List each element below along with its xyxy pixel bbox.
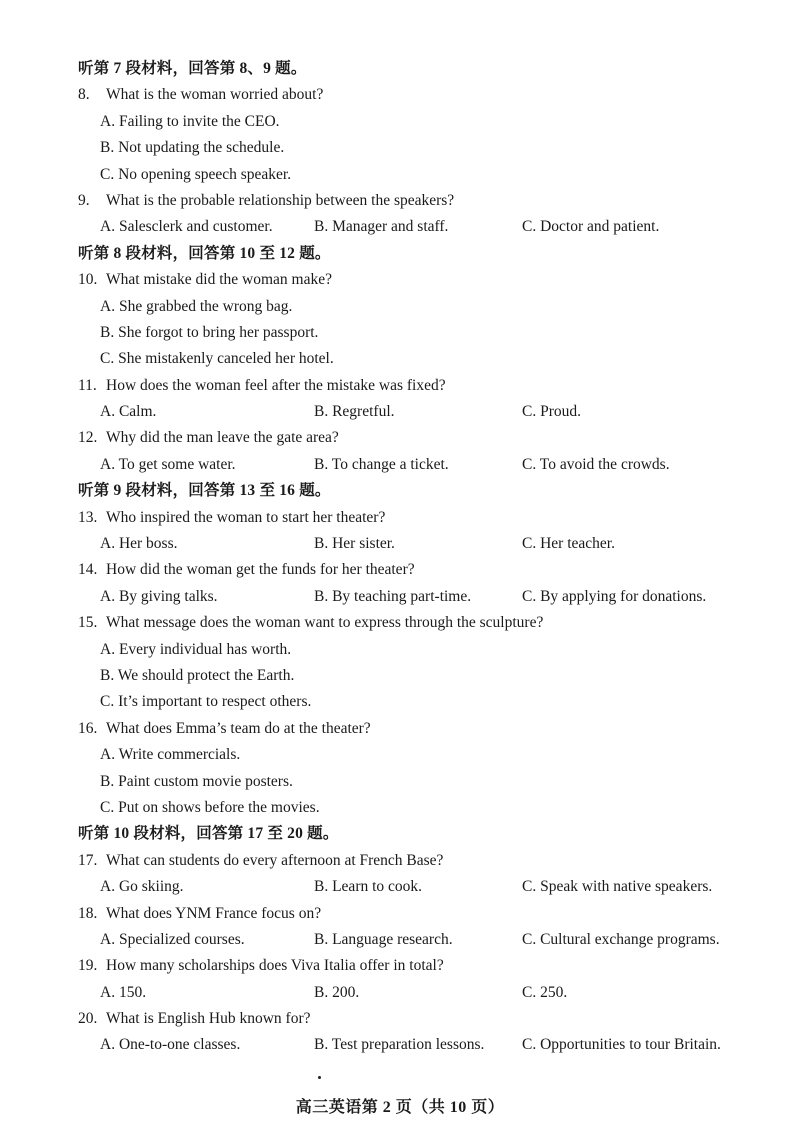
question-stem: [78, 848, 758, 874]
answer-option: C. No opening speech speaker.: [100, 165, 292, 183]
question-number: 19.: [78, 957, 98, 975]
section-heading: 听第 8 段材料，回答第 10 至 12 题。: [78, 244, 331, 262]
question-text: What can students do every afternoon at French Base?: [106, 851, 444, 869]
question-text: Why did the man leave the gate area?: [106, 429, 339, 447]
answer-option: A. Failing to invite the CEO.: [100, 112, 280, 130]
answer-option: A. To get some water.: [100, 455, 236, 473]
answer-option: C. Proud.: [522, 403, 581, 421]
answer-option: A. 150.: [100, 983, 147, 1001]
section-heading: 听第 7 段材料，回答第 8、9 题。: [78, 60, 307, 77]
answer-option: B. 200.: [314, 983, 360, 1001]
question-number: 12.: [78, 429, 98, 447]
answer-option: B. To change a ticket.: [314, 455, 449, 473]
answer-option: A. Every individual has worth.: [100, 640, 292, 658]
question-stem: [78, 716, 758, 742]
answer-option: B. We should protect the Earth.: [100, 666, 295, 684]
answer-option: A. Her boss.: [100, 535, 178, 553]
question-number: 10.: [78, 271, 98, 289]
question-number: 14.: [78, 561, 98, 579]
question-stem: [78, 267, 758, 293]
answer-option: B. Learn to cook.: [314, 878, 423, 896]
question-number: 15.: [78, 614, 98, 632]
answer-option: A. By giving talks.: [100, 587, 218, 605]
answer-option: A. Salesclerk and customer.: [100, 218, 273, 236]
answer-option: B. She forgot to bring her passport.: [100, 323, 319, 341]
answer-option: B. By teaching part-time.: [314, 587, 472, 605]
answer-option: B. Her sister.: [314, 535, 395, 553]
question-text: What is the probable relationship between the speakers?: [106, 191, 455, 209]
question-stem: [78, 557, 758, 583]
answer-option: B. Test preparation lessons.: [314, 1036, 485, 1054]
question-stem: [78, 373, 758, 399]
answer-option: A. She grabbed the wrong bag.: [100, 297, 293, 315]
question-number: 13.: [78, 508, 98, 526]
answer-option: B. Not updating the schedule.: [100, 139, 285, 157]
question-text: What message does the woman want to express through the sculpture?: [106, 614, 544, 632]
answer-option: B. Language research.: [314, 930, 453, 948]
question-stem: [78, 425, 758, 451]
answer-option: C. 250.: [522, 983, 568, 1001]
question-text: What mistake did the woman make?: [106, 271, 332, 289]
option-row: [78, 1032, 758, 1058]
answer-option: C. Cultural exchange programs.: [522, 930, 720, 948]
answer-option: C. Her teacher.: [522, 535, 615, 553]
question-list: [78, 56, 758, 1059]
question-stem: [78, 82, 758, 108]
question-text: Who inspired the woman to start her theater?: [106, 508, 386, 526]
option-row: [78, 214, 758, 240]
answer-option: A. Write commercials.: [100, 746, 241, 764]
question-text: How does the woman feel after the mistake was fixed?: [106, 376, 446, 394]
answer-option: A. Go skiing.: [100, 878, 184, 896]
question-stem: [78, 505, 758, 531]
question-number: 17.: [78, 851, 98, 869]
question-text: What does Emma’s team do at the theater?: [106, 719, 371, 737]
answer-option: C. Doctor and patient.: [522, 218, 660, 236]
section-heading: 听第 9 段材料，回答第 13 至 16 题。: [78, 482, 331, 500]
answer-option: C. Opportunities to tour Britain.: [522, 1036, 721, 1054]
question-stem: [78, 953, 758, 979]
question-number: 20.: [78, 1010, 98, 1028]
answer-option: C. Speak with native speakers.: [522, 878, 713, 896]
question-text: How did the woman get the funds for her theater?: [106, 561, 415, 579]
answer-option: B. Paint custom movie posters.: [100, 772, 293, 790]
option-row: [78, 980, 758, 1006]
answer-option: B. Manager and staff.: [314, 218, 449, 236]
question-stem: [78, 901, 758, 927]
option-row: [78, 874, 758, 900]
option-row: [78, 531, 758, 557]
answer-option: A. Calm.: [100, 403, 157, 421]
question-stem: [78, 1006, 758, 1032]
question-number: 18.: [78, 904, 98, 922]
question-number: 9.: [78, 191, 90, 209]
question-stem: [78, 188, 758, 214]
question-number: 11.: [78, 376, 97, 394]
question-number: 16.: [78, 719, 98, 737]
answer-option: C. To avoid the crowds.: [522, 455, 670, 473]
question-number: 8.: [78, 86, 90, 104]
question-text: What is the woman worried about?: [106, 86, 324, 104]
stray-dot: [318, 1076, 321, 1079]
answer-option: C. It’s important to respect others.: [100, 693, 312, 711]
question-text: What does YNM France focus on?: [106, 904, 322, 922]
question-text: How many scholarships does Viva Italia offer in total?: [106, 957, 444, 975]
answer-option: C. By applying for donations.: [522, 587, 707, 605]
option-row: [78, 927, 758, 953]
page-footer: 高三英语第 2 页（共 10 页）: [295, 1099, 505, 1116]
option-row: [78, 399, 758, 425]
answer-option: C. She mistakenly canceled her hotel.: [100, 350, 334, 368]
answer-option: B. Regretful.: [314, 403, 395, 421]
section-heading: 听第 10 段材料，回答第 17 至 20 题。: [78, 825, 339, 843]
option-row: [78, 584, 758, 610]
answer-option: C. Put on shows before the movies.: [100, 798, 320, 816]
answer-option: A. Specialized courses.: [100, 930, 245, 948]
answer-option: A. One-to-one classes.: [100, 1036, 241, 1054]
question-stem: [78, 610, 758, 636]
question-text: What is English Hub known for?: [106, 1010, 311, 1028]
option-row: [78, 452, 758, 478]
